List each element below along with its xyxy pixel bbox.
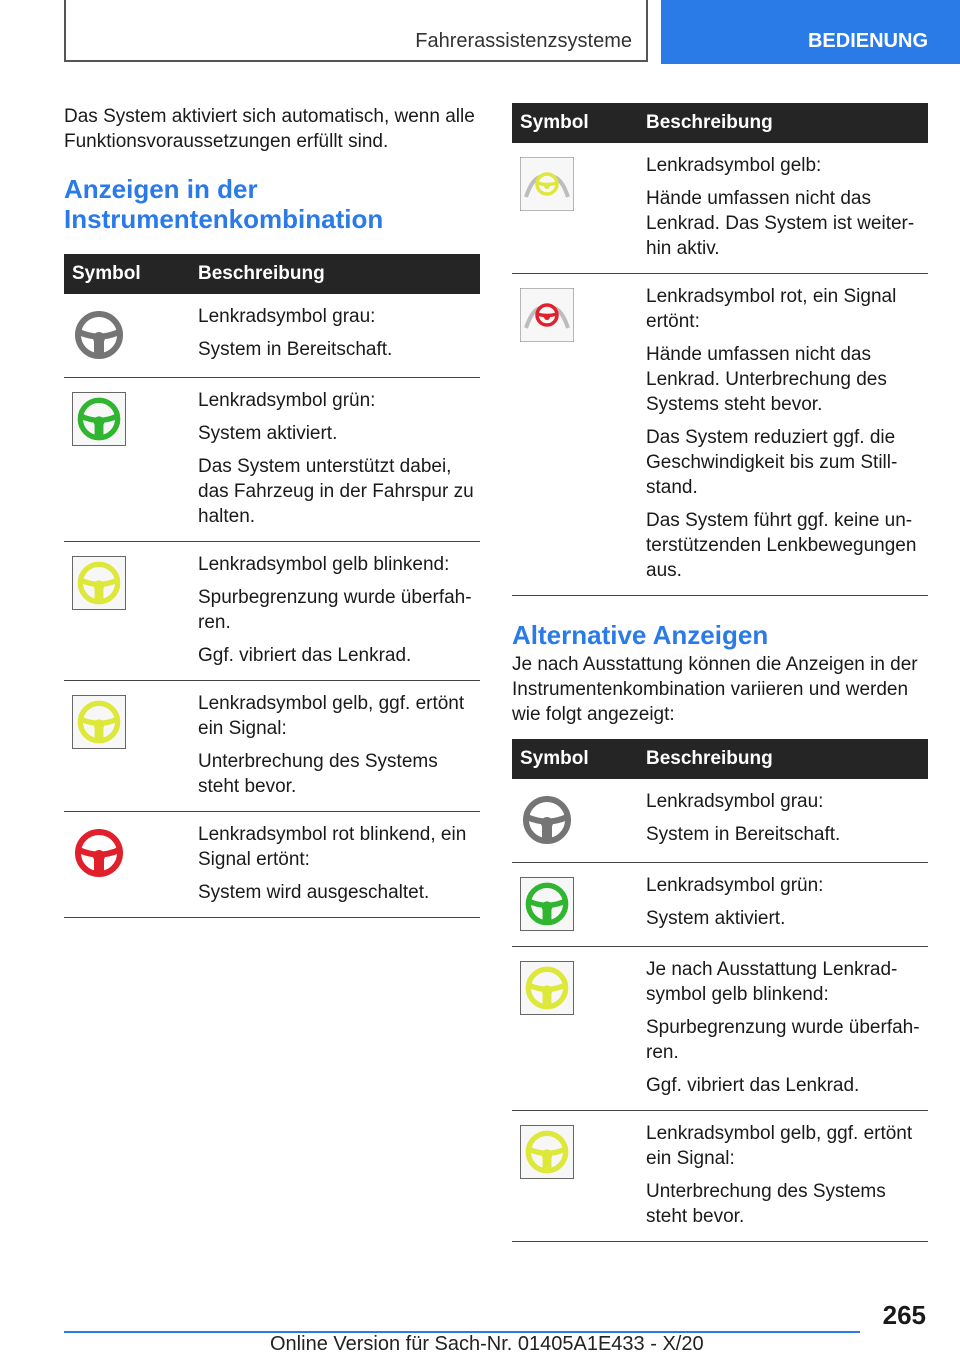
column-header-description: Beschreibung bbox=[636, 103, 928, 143]
description-text: Das System reduziert ggf. die Geschwindigkeit bis zum Still-stand. bbox=[646, 427, 898, 498]
description-cell bbox=[636, 1111, 928, 1242]
description-text: Lenkradsymbol grau: bbox=[646, 791, 824, 812]
description-text: Hände umfassen nicht das Lenkrad. Das System ist weiter-hin aktiv. bbox=[646, 188, 915, 259]
steering-wheel-yellow-icon bbox=[72, 556, 126, 610]
symbol-table bbox=[64, 254, 480, 918]
steering-wheel-green-icon bbox=[72, 392, 126, 446]
column-header-description: Beschreibung bbox=[188, 254, 480, 294]
description-text: Ggf. vibriert das Lenkrad. bbox=[198, 645, 412, 666]
left-column bbox=[64, 104, 480, 918]
steering-wheel-gray-icon bbox=[72, 308, 126, 362]
description-text: Hände umfassen nicht das Lenkrad. Unterbrechung des Systems steht bevor. bbox=[646, 344, 887, 415]
description-text: Lenkradsymbol gelb, ggf. ertönt ein Signal: bbox=[646, 1123, 913, 1169]
description-cell bbox=[636, 863, 928, 947]
table-row bbox=[64, 681, 480, 812]
column-header-symbol: Symbol bbox=[64, 254, 188, 294]
description-text: Lenkradsymbol rot, ein Signal ertönt: bbox=[646, 286, 897, 332]
description-text: Lenkradsymbol gelb, ggf. ertönt ein Signal: bbox=[198, 693, 465, 739]
steering-wheel-yellow-icon bbox=[520, 961, 574, 1015]
right-column bbox=[512, 103, 928, 1242]
description-text: System aktiviert. bbox=[198, 423, 338, 444]
description-text: Unterbrechung des Systems steht bevor. bbox=[646, 1181, 886, 1227]
description-cell bbox=[188, 542, 480, 681]
description-cell bbox=[188, 294, 480, 378]
table-row bbox=[64, 294, 480, 378]
symbol-cell bbox=[512, 779, 636, 863]
symbol-cell bbox=[64, 812, 188, 918]
symbol-cell bbox=[64, 378, 188, 542]
header-section-title: Fahrerassistenzsysteme bbox=[64, 0, 648, 62]
description-cell bbox=[188, 378, 480, 542]
steering-wheel-gray-icon bbox=[520, 793, 574, 847]
description-text: Ggf. vibriert das Lenkrad. bbox=[646, 1075, 860, 1096]
table-row bbox=[512, 274, 928, 596]
description-text: System aktiviert. bbox=[646, 908, 786, 929]
section-heading: Anzeigen in der Instrumentenkombination bbox=[64, 174, 384, 234]
header-chapter-tab[interactable]: BEDIENUNG bbox=[661, 0, 960, 64]
column-header-symbol: Symbol bbox=[512, 103, 636, 143]
description-text: Spurbegrenzung wurde überfah-ren. bbox=[646, 1017, 920, 1063]
table-row bbox=[512, 947, 928, 1111]
description-text: System wird ausgeschaltet. bbox=[198, 882, 430, 903]
description-text: System in Bereitschaft. bbox=[198, 339, 393, 360]
table-row bbox=[64, 812, 480, 918]
table-row bbox=[512, 779, 928, 863]
section-heading: Alternative Anzeigen bbox=[512, 620, 769, 650]
symbol-table bbox=[512, 103, 928, 596]
table-row bbox=[512, 1111, 928, 1242]
symbol-cell bbox=[64, 294, 188, 378]
description-text: Lenkradsymbol grau: bbox=[198, 306, 376, 327]
hands-off-yellow-icon bbox=[520, 157, 574, 211]
symbol-table bbox=[512, 739, 928, 1242]
steering-wheel-yellow-icon bbox=[520, 1125, 574, 1179]
description-text: Lenkradsymbol grün: bbox=[646, 875, 824, 896]
description-cell bbox=[636, 274, 928, 596]
intro-text: Je nach Ausstattung können die Anzeigen in der Instrumentenkombination variieren und werden wie folgt angezeigt: bbox=[512, 654, 918, 725]
description-text: Spurbegrenzung wurde überfah-ren. bbox=[198, 587, 472, 633]
symbol-cell bbox=[512, 1111, 636, 1242]
description-cell bbox=[188, 812, 480, 918]
column-header-symbol: Symbol bbox=[512, 739, 636, 779]
page-number: 265 bbox=[882, 1300, 926, 1330]
table-row bbox=[64, 378, 480, 542]
description-cell bbox=[188, 681, 480, 812]
description-text: System in Bereitschaft. bbox=[646, 824, 841, 845]
steering-wheel-yellow-icon bbox=[72, 695, 126, 749]
symbol-cell bbox=[512, 274, 636, 596]
intro-text: Das System aktiviert sich automatisch, wenn alle Funktionsvoraussetzungen erfüllt sind. bbox=[64, 106, 475, 152]
description-cell bbox=[636, 947, 928, 1111]
footer-text[interactable]: Online Version für Sach-Nr. 01405A1E433 - X/20 bbox=[270, 1333, 704, 1355]
description-cell bbox=[636, 779, 928, 863]
table-row bbox=[64, 542, 480, 681]
description-text: Das System unterstützt dabei, das Fahrzeug in der Fahrspur zu halten. bbox=[198, 456, 474, 527]
description-text: Unterbrechung des Systems steht bevor. bbox=[198, 751, 438, 797]
hands-off-red-icon bbox=[520, 288, 574, 342]
description-text: Lenkradsymbol rot blinkend, ein Signal ertönt: bbox=[198, 824, 467, 870]
table-row bbox=[512, 143, 928, 274]
description-text: Das System führt ggf. keine un-terstützenden Lenkbewegungen aus. bbox=[646, 510, 917, 581]
symbol-cell bbox=[64, 681, 188, 812]
symbol-cell bbox=[512, 863, 636, 947]
column-header-description: Beschreibung bbox=[636, 739, 928, 779]
description-text: Je nach Ausstattung Lenkrad-symbol gelb blinkend: bbox=[646, 959, 898, 1005]
steering-wheel-red-icon bbox=[72, 826, 126, 880]
steering-wheel-green-icon bbox=[520, 877, 574, 931]
symbol-cell bbox=[512, 947, 636, 1111]
symbol-cell bbox=[64, 542, 188, 681]
description-cell bbox=[636, 143, 928, 274]
symbol-cell bbox=[512, 143, 636, 274]
description-text: Lenkradsymbol grün: bbox=[198, 390, 376, 411]
description-text: Lenkradsymbol gelb: bbox=[646, 155, 822, 176]
description-text: Lenkradsymbol gelb blinkend: bbox=[198, 554, 450, 575]
table-row bbox=[512, 863, 928, 947]
